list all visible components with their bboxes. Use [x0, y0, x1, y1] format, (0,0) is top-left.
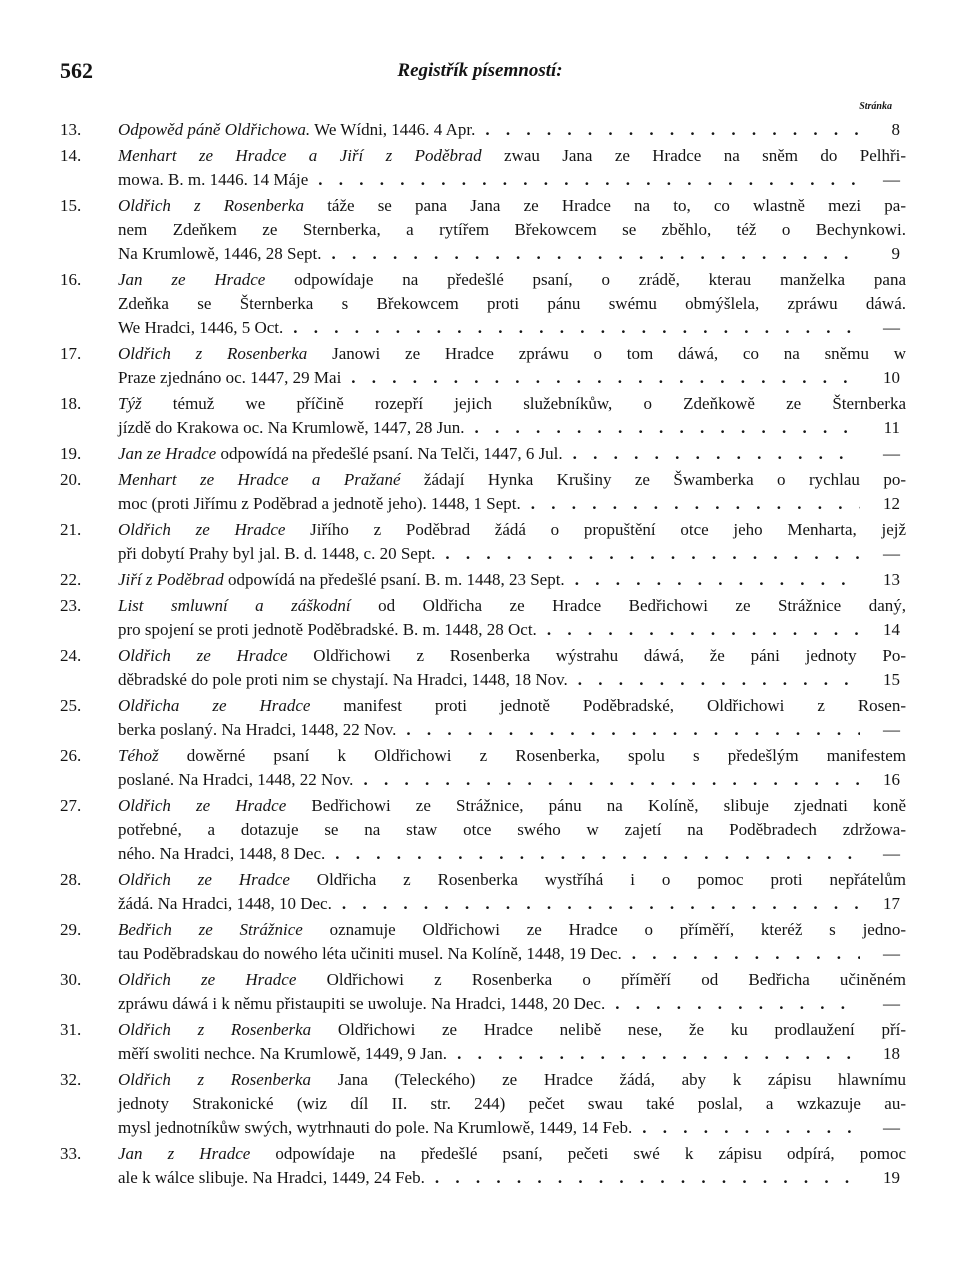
- entry-author: Oldřich ze Hradce: [118, 970, 297, 989]
- entry-author: Oldřicha ze Hradce: [118, 696, 311, 715]
- entry-number: 15.: [60, 196, 82, 215]
- page-reference: 14: [883, 620, 900, 639]
- entry-text: děbradské do pole proti nim se chystají. Na Hradci, 1448, 18 Nov.: [118, 670, 568, 689]
- dot-leader: [521, 492, 860, 516]
- entry-number: 31.: [60, 1020, 82, 1039]
- entry-text: poslané. Na Hradci, 1448, 22 Nov.: [118, 770, 354, 789]
- entry-text: ale k wálce slibuje. Na Hradci, 1449, 24 Feb.: [118, 1168, 425, 1187]
- entry-line: [118, 242, 900, 266]
- entry-line-text: [118, 892, 332, 916]
- entry-line-text: [118, 118, 475, 142]
- entry-line-text: [118, 366, 341, 390]
- dot-leader: [622, 942, 860, 966]
- entry-line: [118, 268, 906, 292]
- entry-number: 26.: [60, 746, 82, 765]
- entry-line: [118, 492, 900, 516]
- page-header: [60, 58, 900, 88]
- entry-line: [118, 794, 906, 818]
- dot-leader: [425, 1166, 860, 1190]
- entry-line-text: [118, 416, 465, 440]
- entry-author: Oldřich z Rosenberka: [118, 344, 308, 363]
- page-reference: 12: [883, 494, 900, 513]
- entry-line: [118, 144, 907, 168]
- entry-line-text: [118, 918, 906, 942]
- entry-line-text: [118, 542, 435, 566]
- entry-line: [118, 168, 900, 192]
- entry-line-text: [118, 1068, 906, 1092]
- dot-leader: [435, 542, 860, 566]
- entry-number: 18.: [60, 394, 82, 413]
- entry-text: odpowídá na předešlé psaní. Na Telči, 1447, 6 Jul.: [216, 444, 563, 463]
- entry-line-text: [118, 594, 906, 618]
- entry-text: od Oldřicha ze Hradce Bedřichowi ze Strážnice daný,: [350, 596, 906, 615]
- entry-text: odpowídaje na předešlé psaní, o zrádě, kterau manželka pana: [265, 270, 906, 289]
- register-list: [60, 118, 907, 1192]
- page-reference: —: [883, 544, 900, 563]
- entry-line: [118, 1092, 906, 1116]
- entry-line-text: [118, 1042, 447, 1066]
- page-reference: —: [883, 170, 900, 189]
- register-entry: [60, 568, 900, 592]
- entry-line-text: [118, 194, 906, 218]
- entry-text: We Wídni, 1446. 4 Apr.: [310, 120, 476, 139]
- entry-line: [118, 744, 906, 768]
- entry-line-text: [118, 292, 906, 316]
- entry-text: We Hradci, 1446, 5 Oct.: [118, 318, 284, 337]
- entry-line-text: [118, 1116, 632, 1140]
- entry-line: [118, 594, 906, 618]
- entry-number: 33.: [60, 1144, 82, 1163]
- entry-number: 13.: [60, 120, 82, 139]
- entry-line-text: [118, 316, 283, 340]
- entry-line: [118, 892, 900, 916]
- page-reference: 19: [883, 1168, 900, 1187]
- entry-text: jízdě do Krakowa oc. Na Krumlowě, 1447, 28 Jun.: [118, 418, 465, 437]
- entry-author: Jiří z Poděbrad: [118, 570, 224, 589]
- entry-author: Odpowěd páně Oldřichowa.: [118, 120, 311, 139]
- page-reference: 10: [883, 368, 900, 387]
- entry-number: 24.: [60, 646, 82, 665]
- entry-author: Jan z Hradce: [118, 1144, 251, 1163]
- entry-author: List smluwní a záškodní: [118, 596, 351, 615]
- dot-leader: [632, 1116, 860, 1140]
- entry-line: [118, 942, 900, 966]
- entry-author: Týž: [118, 394, 142, 413]
- entry-line: [118, 644, 906, 668]
- register-entry: [60, 1142, 906, 1190]
- entry-line-text: [118, 268, 906, 292]
- page-reference: 8: [891, 120, 900, 139]
- entry-number: 25.: [60, 696, 82, 715]
- page-reference: —: [883, 444, 900, 463]
- entry-text: jednoty Strakonické (wiz díl II. str. 244) pečet swau také poslal, a wzkazuje au-: [118, 1094, 906, 1113]
- entry-text: odpowídaje na předešlé psaní, pečeti swé k zápisu odpírá, pomoc: [250, 1144, 906, 1163]
- entry-line: [118, 718, 900, 742]
- dot-leader: [353, 768, 860, 792]
- entry-author: Oldřich z Rosenberka: [118, 1070, 312, 1089]
- entry-number: 22.: [60, 570, 82, 589]
- entry-number: 19.: [60, 444, 82, 463]
- page-reference: —: [883, 944, 900, 963]
- entry-number: 16.: [60, 270, 82, 289]
- entry-line: [118, 568, 900, 592]
- entry-line-text: [118, 568, 565, 592]
- dot-leader: [563, 442, 860, 466]
- entry-line: [118, 1068, 906, 1092]
- page-reference: —: [883, 1118, 900, 1137]
- entry-text: Oldřicha z Rosenberka wystříhá i o pomoc proti nepřátelům: [289, 870, 907, 889]
- entry-line: [118, 694, 907, 718]
- dot-leader: [565, 568, 860, 592]
- page-reference: 17: [883, 894, 900, 913]
- entry-line-text: [118, 644, 906, 668]
- entry-line-text: [118, 342, 906, 366]
- entry-number: 30.: [60, 970, 82, 989]
- entry-text: berka poslaný. Na Hradci, 1448, 22 Nov.: [118, 720, 397, 739]
- entry-line-text: [118, 468, 906, 492]
- entry-line: [118, 992, 900, 1016]
- register-entry: [60, 392, 906, 440]
- entry-line: [118, 292, 906, 316]
- dot-leader: [537, 618, 860, 642]
- entry-number: 32.: [60, 1070, 82, 1089]
- entry-line-text: [118, 744, 906, 768]
- entry-text: Oldřichowi z Rosenberka o příměří od Bedřicha učiněném: [296, 970, 906, 989]
- entry-line: [118, 842, 900, 866]
- register-entry: [60, 194, 906, 266]
- entry-line: [118, 542, 900, 566]
- entry-line-text: [118, 868, 906, 892]
- entry-author: Menhart ze Hradce a Pražané: [118, 470, 401, 489]
- entry-line-text: [118, 1142, 906, 1166]
- register-entry: [60, 518, 907, 566]
- entry-line: [118, 366, 900, 390]
- entry-line: [118, 968, 906, 992]
- entry-text: táže se pana Jana ze Hradce na to, co wlastně mezi pa-: [304, 196, 906, 215]
- entry-author: Oldřich z Rosenberka: [118, 196, 305, 215]
- entry-line-text: [118, 794, 906, 818]
- register-entry: [60, 342, 906, 390]
- entry-number: 27.: [60, 796, 82, 815]
- entry-line-text: [118, 942, 622, 966]
- entry-author: Téhož: [118, 746, 159, 765]
- entry-author: Oldřich ze Hradce: [118, 796, 287, 815]
- register-entry: [60, 268, 906, 340]
- entry-text: potřebné, a dotazuje se na staw otce swého w zajetí na Poděbradech zdržowa-: [118, 820, 906, 839]
- entry-text: Jiřího z Poděbrad žádá o propuštění otce jeho Menharta, jejž: [285, 520, 907, 539]
- register-entry: [60, 968, 906, 1016]
- page-reference: —: [883, 994, 900, 1013]
- entry-line: [118, 194, 906, 218]
- entry-line: [118, 1042, 900, 1066]
- entry-text: pro spojení se proti jednotě Poděbradské. B. m. 1448, 28 Oct.: [118, 620, 537, 639]
- entry-text: Janowi ze Hradce zpráwu o tom dáwá, co na sněmu w: [307, 344, 906, 363]
- entry-line-text: [118, 768, 353, 792]
- dot-leader: [308, 168, 860, 192]
- dot-leader: [605, 992, 860, 1016]
- dot-leader: [568, 668, 860, 692]
- entry-line-text: [118, 1166, 425, 1190]
- entry-text: Oldřichowi ze Hradce nelibě nese, že ku prodlaužení pří-: [311, 1020, 906, 1039]
- entry-number: 21.: [60, 520, 82, 539]
- entry-line-text: [118, 694, 906, 718]
- entry-text: témuž we příčině rozepří jejich služebníkůw, o Zdeňkowě ze Šternberka: [141, 394, 906, 413]
- page-reference: 15: [883, 670, 900, 689]
- register-entry: [60, 442, 900, 466]
- entry-line-text: [118, 718, 396, 742]
- entry-line-text: [118, 442, 563, 466]
- entry-text: nem Zdeňkem ze Sternberka, a rytířem Břekowcem se zběhlo, též o Bechynkowi.: [118, 220, 906, 239]
- entry-line: [118, 118, 900, 142]
- entry-line: [118, 416, 900, 440]
- entry-line: [118, 316, 900, 340]
- entry-line: [118, 768, 900, 792]
- register-entry: [60, 794, 906, 866]
- entry-text: Jana (Teleckého) ze Hradce žádá, aby k zápisu hlawnímu: [311, 1070, 906, 1089]
- register-entry: [60, 918, 907, 966]
- entry-line: [118, 1116, 900, 1140]
- entry-text: Oldřichowi z Rosenberka wýstrahu dáwá, že páni jednoty Po-: [287, 646, 906, 665]
- entry-text: Praze zjednáno oc. 1447, 29 Mai: [118, 368, 342, 387]
- entry-number: 14.: [60, 146, 82, 165]
- entry-text: Na Krumlowě, 1446, 28 Sept.: [118, 244, 322, 263]
- register-entry: [60, 694, 907, 742]
- entry-author: Oldřich z Rosenberka: [118, 1020, 312, 1039]
- dot-leader: [332, 892, 860, 916]
- entry-line: [118, 442, 900, 466]
- register-entry: [60, 868, 907, 916]
- dot-leader: [325, 842, 860, 866]
- entry-text: mowa. B. m. 1446. 14 Máje: [118, 170, 309, 189]
- entry-line: [118, 1018, 906, 1042]
- entry-line-text: [118, 518, 906, 542]
- page-column-heading: Stránka: [859, 101, 892, 112]
- entry-line: [118, 868, 907, 892]
- entry-line: [118, 518, 907, 542]
- entry-author: Oldřich ze Hradce: [118, 870, 290, 889]
- entry-line-text: [118, 218, 906, 242]
- register-entry: [60, 468, 906, 516]
- entry-text: žádají Hynka Krušiny ze Šwamberka o rychlau po-: [400, 470, 906, 489]
- dot-leader: [465, 416, 860, 440]
- entry-line: [118, 342, 906, 366]
- entry-line-text: [118, 818, 906, 842]
- entry-line: [118, 918, 907, 942]
- entry-author: Oldřich ze Hradce: [118, 646, 288, 665]
- entry-text: žádá. Na Hradci, 1448, 10 Dec.: [118, 894, 332, 913]
- entry-number: 23.: [60, 596, 82, 615]
- entry-number: 28.: [60, 870, 82, 889]
- entry-line: [118, 218, 906, 242]
- entry-author: Oldřich ze Hradce: [118, 520, 286, 539]
- page-reference: 13: [883, 570, 900, 589]
- entry-line-text: [118, 168, 308, 192]
- entry-text: odpowídá na předešlé psaní. B. m. 1448, 23 Sept.: [223, 570, 565, 589]
- entry-number: 17.: [60, 344, 82, 363]
- entry-line-text: [118, 968, 906, 992]
- register-entry: [60, 1068, 906, 1140]
- entry-line-text: [118, 242, 322, 266]
- entry-text: dowěrné psaní k Oldřichowi z Rosenberka, spolu s předešlým manifestem: [158, 746, 906, 765]
- entry-text: Bedřichowi ze Strážnice, pánu na Kolíně, slibuje zjednati koně: [286, 796, 906, 815]
- register-entry: [60, 1018, 906, 1066]
- entry-line-text: [118, 144, 906, 168]
- page-reference: —: [883, 844, 900, 863]
- dot-leader: [396, 718, 860, 742]
- register-entry: [60, 118, 900, 142]
- entry-line-text: [118, 1018, 906, 1042]
- entry-number: 20.: [60, 470, 82, 489]
- entry-text: zwau Jana ze Hradce na sněm do Pelhři-: [481, 146, 907, 165]
- running-title: Registřík písemností:: [397, 60, 563, 81]
- entry-line-text: [118, 618, 537, 642]
- entry-text: oznamuje Oldřichowi ze Hradce o příměří, kteréž s jedno-: [302, 920, 907, 939]
- entry-line-text: [118, 668, 568, 692]
- entry-text: ného. Na Hradci, 1448, 8 Dec.: [118, 844, 326, 863]
- entry-line: [118, 1166, 900, 1190]
- page-reference: 16: [883, 770, 900, 789]
- entry-line: [118, 818, 906, 842]
- page-reference: 9: [891, 244, 900, 263]
- entry-author: Jan ze Hradce: [118, 444, 217, 463]
- entry-text: mysl jednotníkůw swých, wytrhnauti do pole. Na Krumlowě, 1449, 14 Feb.: [118, 1118, 633, 1137]
- dot-leader: [322, 242, 860, 266]
- register-entry: [60, 644, 906, 692]
- entry-author: Menhart ze Hradce a Jiří z Poděbrad: [118, 146, 482, 165]
- entry-author: Bedřich ze Strážnice: [118, 920, 303, 939]
- dot-leader: [447, 1042, 860, 1066]
- entry-text: manifest proti jednotě Poděbradské, Oldřichowi z Rosen-: [310, 696, 907, 715]
- entry-number: 29.: [60, 920, 82, 939]
- entry-line: [118, 392, 906, 416]
- page-number: 562: [60, 58, 93, 83]
- dot-leader: [283, 316, 860, 340]
- entry-line: [118, 668, 900, 692]
- entry-author: Jan ze Hradce: [118, 270, 266, 289]
- page-reference: —: [883, 720, 900, 739]
- entry-line-text: [118, 492, 521, 516]
- entry-text: moc (proti Jiřímu z Poděbrad a jednotě jeho). 1448, 1 Sept.: [118, 494, 521, 513]
- entry-text: zpráwu dáwá i k němu přistaupiti se uwoluje. Na Hradci, 1448, 20 Dec.: [118, 994, 606, 1013]
- entry-text: při dobytí Prahy byl jal. B. d. 1448, c. 20 Sept.: [118, 544, 436, 563]
- page-reference: 11: [883, 418, 900, 437]
- entry-line: [118, 618, 900, 642]
- entry-line: [118, 468, 906, 492]
- entry-line-text: [118, 842, 325, 866]
- dot-leader: [475, 118, 860, 142]
- entry-line-text: [118, 1092, 906, 1116]
- register-entry: [60, 744, 906, 792]
- page-reference: —: [883, 318, 900, 337]
- dot-leader: [341, 366, 860, 390]
- entry-line-text: [118, 992, 605, 1016]
- page-reference: 18: [883, 1044, 900, 1063]
- register-entry: [60, 144, 907, 192]
- register-entry: [60, 594, 906, 642]
- entry-line: [118, 1142, 906, 1166]
- entry-line-text: [118, 392, 906, 416]
- entry-text: Zdeňka se Šternberka s Břekowcem proti pánu swému obmýšlela, zpráwu dáwá.: [118, 294, 906, 313]
- entry-text: tau Poděbradskau do nowého léta učiniti musel. Na Kolíně, 1448, 19 Dec.: [118, 944, 622, 963]
- entry-text: měří swoliti nechce. Na Krumlowě, 1449, 9 Jan.: [118, 1044, 448, 1063]
